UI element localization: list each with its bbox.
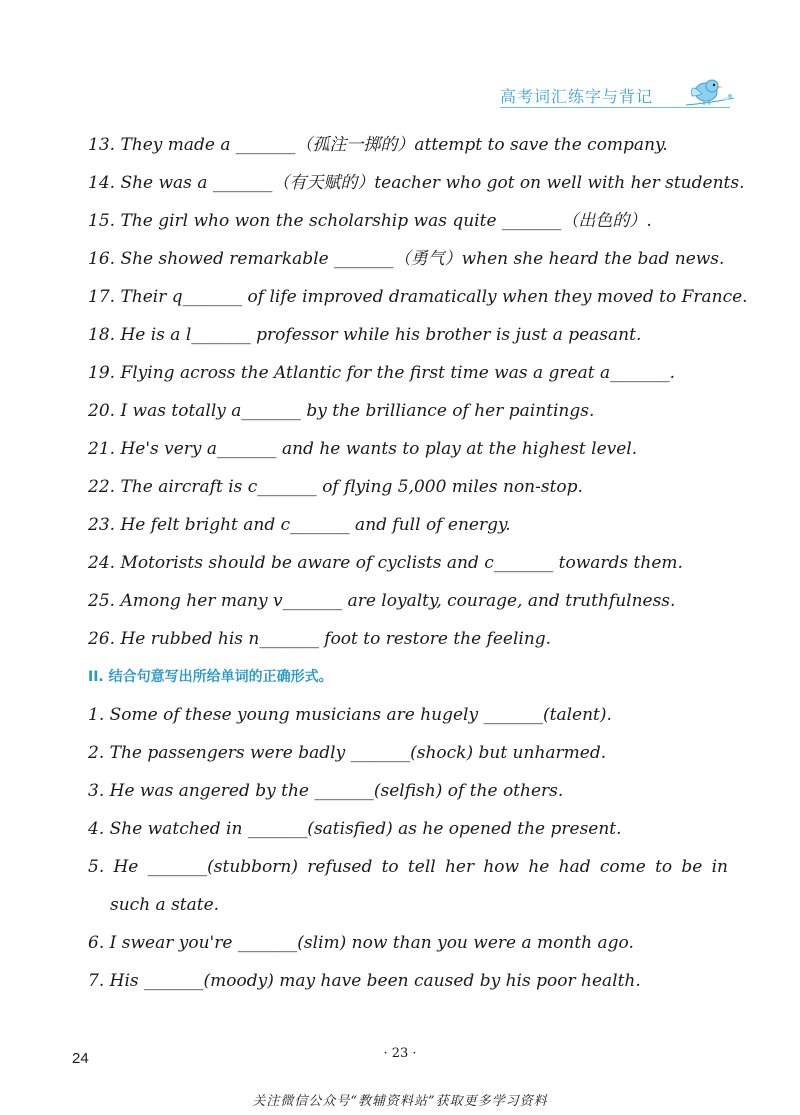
exercise-item: 26. He rubbed his n_______ foot to restore the feeling. — [88, 629, 552, 649]
exercise-item: 16. She showed remarkable _______（勇气）when she heard the bad news. — [88, 249, 725, 269]
exercise-item — [88, 848, 728, 924]
exercise-text: 7. His _______(moody) may have been caused by his poor health. — [88, 971, 641, 991]
page-number: · 23 · — [383, 1046, 417, 1061]
exercise-item: 20. I was totally a_______ by the brilliance of her paintings. — [88, 401, 595, 421]
header-title: 高考词汇练字与背记 — [500, 87, 654, 106]
exercise-item: 15. The girl who won the scholarship was quite _______（出色的）. — [88, 211, 652, 231]
exercise-item — [88, 962, 728, 1000]
exercise-text: 4. She watched in _______(satisfied) as he opened the present. — [88, 819, 622, 839]
exercise-item: 17. Their q_______ of life improved dramatically when they moved to France. — [88, 287, 748, 307]
exercise-item — [88, 810, 728, 848]
exercise-text: 5. He _______(stubborn) refused to tell her how he had come to be in — [88, 857, 728, 877]
exercise-item — [88, 772, 728, 810]
footer-note: 关注微信公众号“教辅资料站”获取更多学习资料 — [252, 1094, 548, 1109]
exercise-text: 3. He was angered by the _______(selfish) of the others. — [88, 781, 564, 801]
bird-icon — [684, 74, 736, 108]
exercise-part1 — [88, 126, 748, 658]
exercise-item — [88, 734, 728, 772]
left-page-number: 24 — [72, 1050, 89, 1067]
exercise-part2 — [88, 696, 728, 1000]
header-underline — [500, 107, 730, 108]
exercise-item — [88, 696, 728, 734]
exercise-item: 24. Motorists should be aware of cyclists and c_______ towards them. — [88, 553, 683, 573]
exercise-item: 18. He is a l_______ professor while his brother is just a peasant. — [88, 325, 642, 345]
exercise-item: 14. She was a _______（有天赋的）teacher who got on well with her students. — [88, 173, 745, 193]
exercise-text: 6. I swear you're _______(slim) now than you were a month ago. — [88, 933, 634, 953]
exercise-item: 22. The aircraft is c_______ of flying 5,000 miles non-stop. — [88, 477, 583, 497]
exercise-item: 19. Flying across the Atlantic for the first time was a great a_______. — [88, 363, 675, 383]
exercise-text: 2. The passengers were badly _______(shock) but unharmed. — [88, 743, 607, 763]
exercise-item: 23. He felt bright and c_______ and full of energy. — [88, 515, 511, 535]
page-header — [500, 80, 730, 110]
exercise-text: 1. Some of these young musicians are hugely _______(talent). — [88, 705, 612, 725]
section-heading: II. 结合句意写出所给单词的正确形式。 — [88, 669, 333, 685]
exercise-continuation: such a state. — [110, 895, 220, 915]
exercise-item: 13. They made a _______（孤注一掷的）attempt to save the company. — [88, 135, 668, 155]
exercise-list — [88, 126, 748, 1000]
exercise-item — [88, 924, 728, 962]
exercise-item: 25. Among her many v_______ are loyalty, courage, and truthfulness. — [88, 591, 676, 611]
exercise-item: 21. He's very a_______ and he wants to play at the highest level. — [88, 439, 638, 459]
